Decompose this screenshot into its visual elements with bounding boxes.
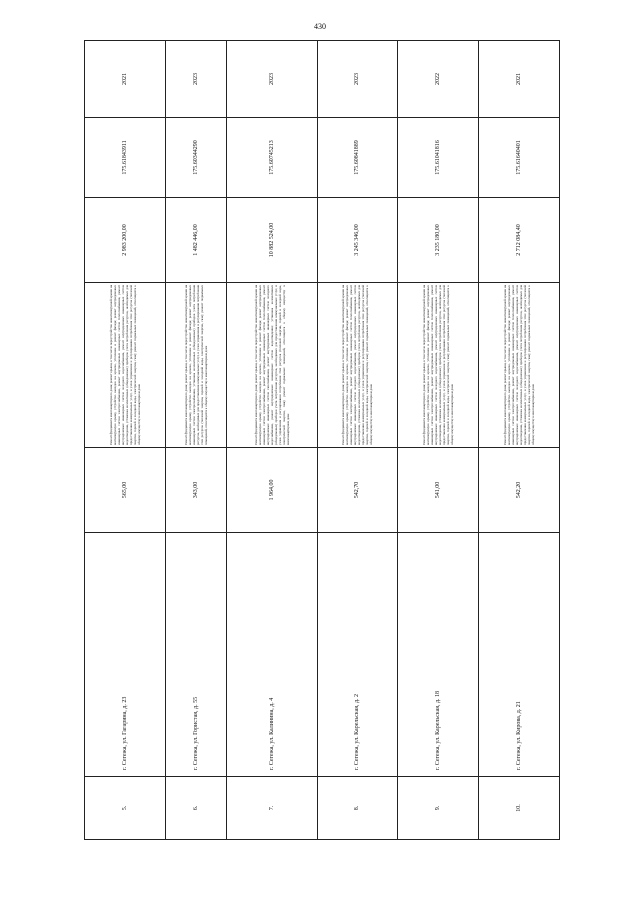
table-row <box>227 41 318 840</box>
row-number: 5. <box>85 777 166 840</box>
year-cell: 2023 <box>317 41 398 118</box>
works-text: Ремонт фундамента многоквартирного дома; ремонт крыши, в том числе переустройство невентилируемой крыши на вентилируемую крышу, устройство выходов на кровлю, утепление и ремонт фасада; ремонт внутридомовых инженерных систем электроснабжения, установка коллективных (общедомовых) приборов учета потребления ресурсов, необходимых для предоставления коммунальных услуг, и узлов управления и регулирования потребления этих ресурсов (тепловой энергии, горячей и холодной воды, электрической энергии, газа); ремонт подвальных помещений, относящихся к общему имуществу в многоквартирном доме <box>183 285 208 445</box>
code-cell: 175.60745213 <box>227 118 318 198</box>
row-number: 6. <box>165 777 226 840</box>
cost-cell: 10 882 524,00 <box>227 198 318 283</box>
code-cell: 175.61640401 <box>479 118 560 198</box>
table-row <box>165 41 226 840</box>
works-text: Ремонт фундамента многоквартирного дома; ремонт крыши, в том числе переустройство невентилируемой крыши на вентилируемую крышу, устройство выходов на кровлю, утепление и ремонт фасада; ремонт внутридомовых инженерных систем электроснабжения, ремонт внутридомовых инженерных систем теплоснабжения, ремонт внутридомовых инженерных систем холодного водоснабжения, ремонт внутридомовых инженерных систем водоотведения, установка коллективных (общедомовых) приборов учета потребления ресурсов, необходимых для предоставления коммунальных услуг, и узлов управления и регулирования потребления этих ресурсов (тепловой энергии, горячей и холодной воды, электрической энергии, газа); ремонт подвальных помещений, относящихся к общему имуществу в многоквартирном доме <box>108 285 141 445</box>
row-number: 10. <box>479 777 560 840</box>
works-cell <box>317 283 398 448</box>
cost-cell: 1 482 446,00 <box>165 198 226 283</box>
area-cell: 1 964,00 <box>227 448 318 533</box>
address-cell: г. Сегежа, ул. Карельская, д. 18 <box>398 533 479 777</box>
row-number: 7. <box>227 777 318 840</box>
area-cell: 565,00 <box>85 448 166 533</box>
year-cell: 2022 <box>398 41 479 118</box>
address-cell: г. Сегежа, ул. Гористая, д. 55 <box>165 533 226 777</box>
row-number: 8. <box>317 777 398 840</box>
works-cell <box>227 283 318 448</box>
code-cell: 175.61843911 <box>85 118 166 198</box>
works-text: Ремонт фундамента многоквартирного дома; ремонт крыши, в том числе переустройство невентилируемой крыши на вентилируемую крышу, устройство выходов на кровлю, утепление и ремонт фасада; ремонт внутридомовых инженерных систем электроснабжения, ремонт внутридомовых инженерных систем теплоснабжения, ремонт внутридомовых инженерных систем холодного водоснабжения, ремонт внутридомовых инженерных систем водоотведения, установка коллективных (общедомовых) приборов учета потребления ресурсов, необходимых для предоставления коммунальных услуг, и узлов управления и регулирования потребления этих ресурсов (тепловой энергии, горячей и холодной воды, электрической энергии, газа); ремонт подвальных помещений, относящихся к общему имуществу в многоквартирном доме <box>422 285 455 445</box>
works-cell <box>85 283 166 448</box>
cost-cell: 2 712 084,40 <box>479 198 560 283</box>
area-cell: 343,00 <box>165 448 226 533</box>
address-cell: г. Сегежа, ул. Гагарина, д. 23 <box>85 533 166 777</box>
table-row <box>479 41 560 840</box>
page-number: 430 <box>314 22 326 31</box>
address-cell: г. Сегежа, ул. Кирова, д. 21 <box>479 533 560 777</box>
code-cell: 175.61041816 <box>398 118 479 198</box>
code-cell: 175.60344290 <box>165 118 226 198</box>
address-cell: г. Сегежа, ул. Калинина, д. 4 <box>227 533 318 777</box>
year-cell: 2021 <box>85 41 166 118</box>
table-row <box>398 41 479 840</box>
works-cell <box>165 283 226 448</box>
cost-cell: 3 245 346,00 <box>317 198 398 283</box>
rotated-table-container <box>84 73 560 840</box>
works-cell <box>479 283 560 448</box>
works-text: Ремонт фундамента многоквартирного дома; ремонт крыши, в том числе переустройство невентилируемой крыши на вентилируемую крышу, устройство выходов на кровлю, утепление и ремонт фасада; ремонт внутридомовых инженерных систем электроснабжения, ремонт внутридомовых инженерных систем теплоснабжения, ремонт внутридомовых инженерных систем холодного водоснабжения, ремонт внутридомовых инженерных систем водоотведения, установка коллективных (общедомовых) приборов учета потребления ресурсов, необходимых для предоставления коммунальных услуг, и узлов управления и регулирования потребления этих ресурсов (тепловой энергии, горячей и холодной воды, электрической энергии, газа); ремонт подвальных помещений, относящихся к общему имуществу в многоквартирном доме <box>341 285 374 445</box>
row-number: 9. <box>398 777 479 840</box>
year-cell: 2023 <box>227 41 318 118</box>
works-text: Ремонт фундамента многоквартирного дома; ремонт крыши, в том числе переустройство невентилируемой крыши на вентилируемую крышу, устройство выходов на кровлю, утепление и ремонт фасада; ремонт внутридомовых инженерных систем электроснабжения, ремонт внутридомовых инженерных систем теплоснабжения, ремонт внутридомовых инженерных систем газоснабжения, ремонт внутридомовых инженерных систем холодного водоснабжения, ремонт внутридомовых инженерных систем водоотведения; установка коллективных (общедомовых) приборов учета потребления ресурсов, необходимых для предоставления коммунальных услуг, и узлов управления и регулирования потребления этих ресурсов (тепловой энергии, горячей и холодной воды, электрической энергии, газа); ремонт подвальных помещений, относящихся к общему имуществу в многоквартирном доме <box>253 285 290 445</box>
table-row <box>317 41 398 840</box>
year-cell: 2021 <box>479 41 560 118</box>
cost-cell: 3 235 180,00 <box>398 198 479 283</box>
year-cell: 2023 <box>165 41 226 118</box>
area-cell: 542,70 <box>317 448 398 533</box>
capital-repair-table <box>84 40 560 840</box>
area-cell: 542,20 <box>479 448 560 533</box>
works-cell <box>398 283 479 448</box>
table-body <box>85 41 560 840</box>
address-cell: г. Сегежа, ул. Карельская, д. 2 <box>317 533 398 777</box>
cost-cell: 2 983 200,00 <box>85 198 166 283</box>
table-row <box>85 41 166 840</box>
area-cell: 541,00 <box>398 448 479 533</box>
code-cell: 175.60841889 <box>317 118 398 198</box>
works-text: Ремонт фундамента многоквартирного дома; ремонт крыши, в том числе переустройство невентилируемой крыши на вентилируемую крышу, устройство выходов на кровлю, утепление и ремонт фасада; ремонт внутридомовых инженерных систем электроснабжения, ремонт внутридомовых инженерных систем теплоснабжения, ремонт внутридомовых инженерных систем холодного водоснабжения, ремонт внутридомовых инженерных систем водоотведения, установка коллективных (общедомовых) приборов учета потребления ресурсов, необходимых для предоставления коммунальных услуг, и узлов управления и регулирования потребления этих ресурсов (тепловой энергии, горячей и холодной воды, электрической энергии, газа); ремонт подвальных помещений, относящихся к общему имуществу в многоквартирном доме <box>503 285 536 445</box>
